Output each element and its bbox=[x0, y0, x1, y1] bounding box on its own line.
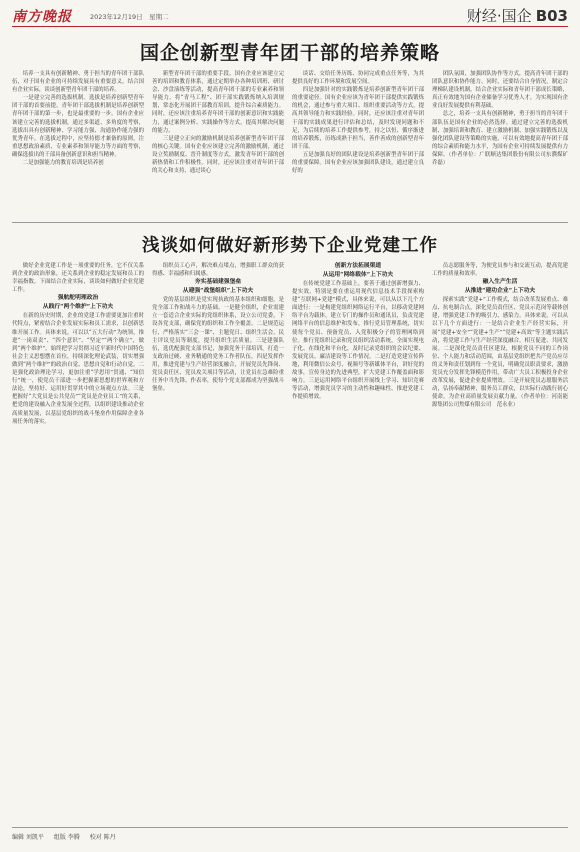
masthead bbox=[12, 4, 568, 26]
paragraph: 二是加强能力的教育培训是培养创 bbox=[22, 160, 104, 167]
article1-column-2 bbox=[152, 70, 284, 220]
paragraph: 一是建立完善的选拔机制。选拔是培养创新型青年团干部的首要前提。青年团干部选拔机制是培养创新型青年团干部的第一步，也是最重要的一步。国有企业应该建立完善的选拔机制，通过多渠道、多角度的考察，选拔出具有创新精神、学习能力强、沟通协作能力强的优秀青年。在选拔过程中，应坚持德才兼备的原则，注重思想政治素质、专业素养和领导能力等方面的考察，确保选拔出的干部具备创新意识和担当精神。 bbox=[12, 95, 144, 158]
subheading: 从建强“战堡组织”上下功夫 bbox=[182, 288, 254, 295]
subheading: 从推进“建功企业”上下功夫 bbox=[464, 288, 536, 295]
paragraph: 总之，培养一支具有创新精神，勇于担当的青年团干部队伍是国有企业的必然选择。通过建立完善的选拔机制、加强培训和教育、建立激励机制、加强实践锻炼以及强化团队建设等策略的实施，可以有效地提高青年团干部的综合素质和能力水平，为国有企业可持续发展提供有力保障。（作者单位：广联顺达集团股份有限公司东濮煤矿 乔磊） bbox=[432, 111, 574, 167]
layout-credit: 组版 李腾 bbox=[53, 834, 80, 841]
subheading: 从践行“两个维护”上下功夫 bbox=[42, 304, 114, 311]
article2-column-2 bbox=[152, 262, 284, 822]
subheading: 创新方法拓展渠道 bbox=[334, 263, 382, 269]
article1-title: 国企创新型青年团干部的培养策略 bbox=[139, 42, 440, 64]
editor-credit: 编辑 刘凯平 bbox=[12, 834, 44, 841]
paragraph: 做好企业党建工作是一项重要的任务，它不仅关系到企业的政治形象，还关系到企业的稳定发展和员工的幸福指数。下面结合企业实际，谈谈如何做好企业党建工作。 bbox=[12, 263, 144, 294]
article1-column-1 bbox=[12, 70, 144, 220]
paragraph: 谈话、交给任务历练、协同完成重点任务等，为其提供良好的工作环境和发展空间。 bbox=[292, 71, 424, 86]
paragraph: 组织员工心声，解决难点堵点，增强职工群众的获得感、幸福感和归属感。 bbox=[152, 263, 284, 278]
paragraph: 在传统党建工作基础上，要善于通过创新增强力、提实效。特别是要在重运用现代信息技术手段探索构建“互联网+党建”模式，具体来说，可以从以下几个方面进行：一是构建党组织网络运行平台，以移动党建网络平台为载体，建立专门的操作员和通讯员，负责党建网络平台的信息维护和发布，推行党员管理系统，切实使每个党员、预备党员、入党积极分子的管理网络到位。推行党组织记录和党员组织活动系统，全面实现电子化、在线化和平台化，及时记录党组织的会议纪要、发展党员、廉洁建设等工作情况。二是打造党建宣传阵地，利用微信公众号、视频号等新媒体平台，讲好党的故事，宣传身边的先进典型，扩大党建工作覆盖面和影响力。三是运用网络平台组织开展线上学习、知识竞赛等活动，增强党员学习的主动性和趣味性，推进党建工作提质增效。 bbox=[292, 281, 424, 401]
paragraph: 新型青年团干部的重要手段。国有企业应该建立完善的培训和教育体系，通过定期举办各种培训班、研讨会、沙盘演练等活动，提高青年团干部的专业素养和领导能力。将“青马工程”、团干部实践锻炼纳入培训规划，常态化开展团干部教育培训，提升综合素质能力。同时，还应该注重培养青年团干部的创新意识和实践能力，通过案例分析、实践操作等方式，提高其解决问题的能力。 bbox=[152, 71, 284, 134]
article2-title: 浅谈如何做好新形势下企业党建工作 bbox=[142, 236, 438, 256]
section-label bbox=[467, 5, 568, 26]
issue-date: 2023年12月19日 星期二 bbox=[90, 13, 169, 21]
paragraph: 培养一支具有创新精神、勇于担当的青年团干部队伍，对于国有企业的可持续发展具有重要意义。结合国有企业实际，谈谈创新型青年团干部的培养。 bbox=[12, 71, 144, 94]
paragraph: 员志愿服务等，为便党员参与和交流互动，提高党建工作的质量和效率。 bbox=[432, 263, 568, 278]
paragraph: 五是加强良好的团队建设是培养创新型青年团干部的重要保障。国有企业应该加强团队建设，通过建立良好的 bbox=[292, 151, 424, 175]
paragraph: 探索实践“党建+”工作模式，结合改革发展重点、难点、抗电制合点，深化党员责任区、党员示范岗等载体创建，增强党建工作的吸引力、感染力。具体来说，可以从以下几个方面进行：一是结合企业生产经营实际，开展“党建+安全”“党建+生产”“党建+高效”等主题实践活动，将党建工作与生产经营深度融合，相互促进、共同发展。二是深化党员责任区建设，根据党员不同的工作岗位、个人能力和活动范围，由基层党组织把共产党员应尽的义务和责任划到每一个党员，明确党员职责要求，激励党员充分发挥先锋模范作用，带动广大员工积极投身企业改革发展，促进企业提质增效。三是开展党员志愿服务活动，弘扬奉献精神，服务员工群众，以实际行动践行初心使命，为企业高质量发展贡献力量。（作者单位：河南能源集团公司焦煤有限公司 范永业） bbox=[432, 297, 568, 409]
footer-credits bbox=[12, 832, 124, 841]
article2-column-4 bbox=[432, 262, 568, 822]
header-rule bbox=[12, 26, 568, 27]
section-name: 财经·国企 bbox=[466, 7, 532, 25]
paragraph: 四是加强针对的实践锻炼是培养创新型青年团干部的重要途径。国有企业应该为青年团干部提供实践锻炼的机会，通过参与重大项目、组织重要活动等方式，提高其领导能力和实践经验。同时，还应该注重对青年团干部的实践成果进行评估和总结，及时发现问题和不足，为后续的培养工作提供参考，持之以恒、循序渐进的培养锻炼，历练成熟于担当，善作善成的创新型青年团干部。 bbox=[292, 87, 424, 150]
paragraph: 党的基层组织是党实现执政的基本组织和细胞，是党全部工作和战斗力的基础。一是健全组织，企业需建立一套适合企业实际的党组织体系，设立公司党委，下设各党支部，确保党的组织和工作全覆盖。二是规范运行，严格落实“三会一课”、主题党日、组织生活会、民主评议党员等制度，提升组织生活质量。三是建强队伍，选优配强党支部书记，加强党务干部培训，打造一支政治过硬、业务精通的党务工作者队伍。四是发挥作用，推进党建与生产经营深度融合，开展党员先锋岗、党员责任区、党员攻关项目等活动，让党员在急难险重任务中当先锋、作表率，使每个党支部都成为坚强战斗堡垒。 bbox=[152, 297, 284, 393]
subheading: 夯实基础建强堡垒 bbox=[194, 279, 242, 286]
subheading: 从运用“网络载体”上下功夫 bbox=[322, 272, 394, 278]
newspaper-logo: 南方晚报 bbox=[12, 9, 72, 25]
article-divider bbox=[12, 222, 568, 223]
subheading: 强航舵明理政治 bbox=[57, 295, 99, 302]
subheading: 融入生产生活 bbox=[482, 279, 518, 286]
page-number: B03 bbox=[535, 7, 568, 25]
article2-column-1 bbox=[12, 262, 144, 822]
footer-rule bbox=[12, 827, 568, 828]
article1-column-4 bbox=[432, 70, 574, 220]
proof-credit: 校对 陈丹 bbox=[89, 834, 116, 841]
paragraph: 三是建立正向的激励机制是培养创新型青年团干部的核心关键。国有企业应该建立完善的激励机制，通过设立奖励制度、晋升制度等方式，激发青年团干部的创新热情和工作积极性。同时，还应该注重对青年团干部的关心和支持，通过谈心 bbox=[152, 135, 284, 175]
article1-column-3 bbox=[292, 70, 424, 220]
paragraph: 团队氛围，加强团队协作等方式，提高青年团干部的团队意识和协作能力。同时，还要结合自身情况，制定合理梯队建设机制，结合企业实际和青年团干部成长策略，真正有效地为国有企业储备学习优秀人才，为实现国有企业良好发展提供有利基础。 bbox=[432, 71, 568, 110]
paragraph: 在新的历史时期，企业的党建工作需要更加注重时代特点，紧密结合企业发展实际和员工需求，以创新思维开展工作。具体来说，可以以“五大行动”为统领，推进“一岗双责”、“四个意识”、“坚定”“两个确立”，做到“两个维护”。始终把学习贯彻习近平新时代中国特色社会主义思想摆在首位，持续深化理论武装，切实增强做到“两个维护”的政治自觉、思想自觉和行动自觉。二是强化政治理论学习，更加注重“学思用”贯通、“知信行”统一，使党员干部进一步把握新思想的世界观和方法论，坚持好、运用好贯穿其中的立场观点方法。三是把握好“大党员是公共党员”“党员是企业员工”的关系，把党的建设融入企业发展全过程，以组织建设推动企业高质量发展，以基层党组织的战斗堡垒作用保障企业各项任务的落实。 bbox=[12, 313, 144, 425]
article2-column-3 bbox=[292, 262, 424, 822]
